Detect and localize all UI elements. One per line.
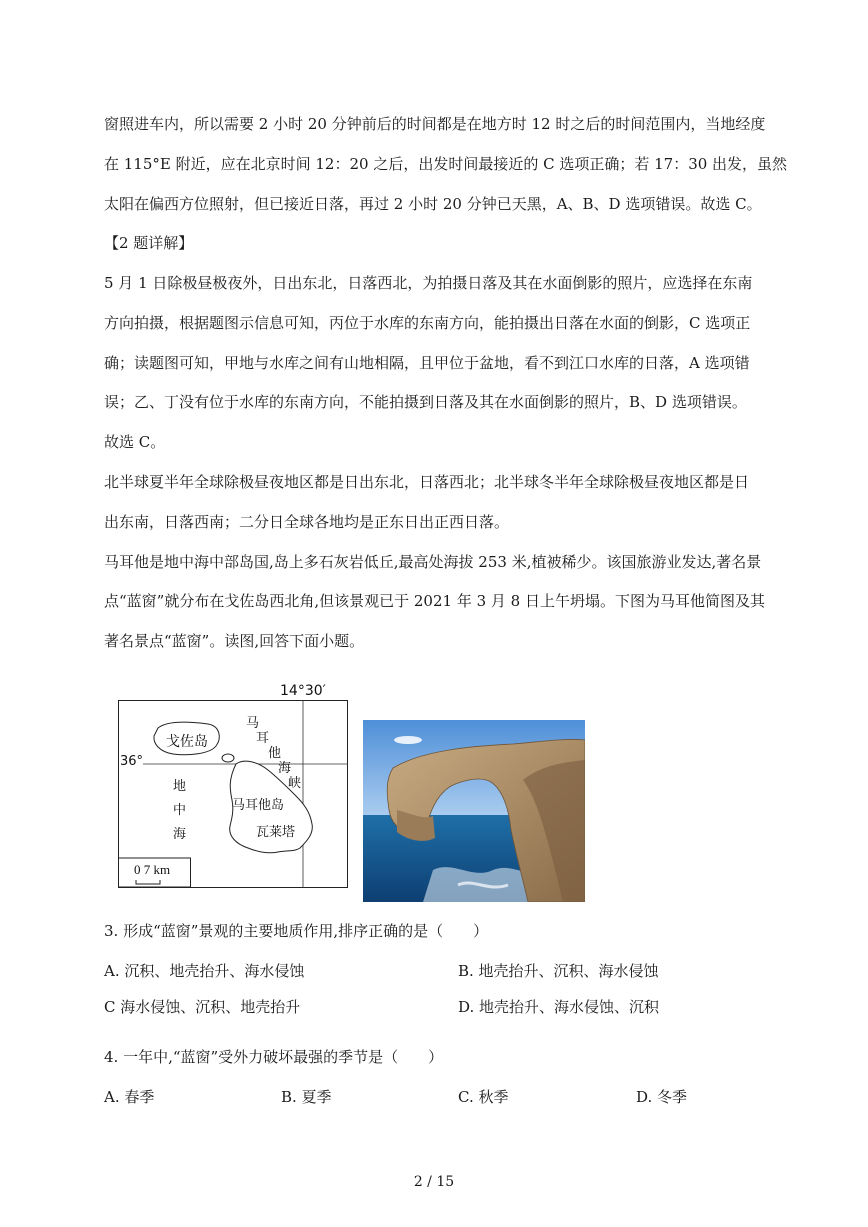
q4-option-b[interactable]: B. 夏季 [281, 1088, 332, 1106]
strait-char: 他 [268, 746, 282, 761]
azure-window-photo [363, 720, 585, 902]
paragraph-line: 马耳他是地中海中部岛国,岛上多石灰岩低丘,最高处海拔 253 米,植被稀少。该国旅游业发达,著名景 [104, 553, 762, 571]
paragraph-line: 误；乙、丁没有位于水库的东南方向，不能拍摄到日落及其在水面倒影的照片，B、D 选项错误。 [104, 393, 747, 411]
q3-option-c[interactable]: C 海水侵蚀、沉积、地壳抬升 [104, 998, 301, 1016]
comino-island-outline [222, 754, 234, 762]
paragraph-line: 方向拍摄，根据题图示信息可知，丙位于水库的东南方向，能拍摄出日落在水面的倒影，C 选项正 [104, 314, 751, 332]
section-heading: 【2 题详解】 [104, 234, 194, 252]
paragraph-line: 故选 C。 [104, 433, 166, 451]
paragraph-line: 点“蓝窗”就分布在戈佐岛西北角,但该景观已于 2021 年 3 月 8 日上午坍塌。下图为马耳他简图及其 [104, 592, 765, 610]
longitude-label: 14°30′ [280, 683, 326, 699]
paragraph-line: 5 月 1 日除极昼极夜外，日出东北，日落西北，为拍摄日落及其在水面倒影的照片，应选择在东南 [104, 274, 753, 292]
page-number: 2 / 15 [413, 1174, 455, 1190]
paragraph-line: 著名景点“蓝窗”。读图,回答下面小题。 [104, 632, 365, 650]
sea-char: 地 [173, 779, 187, 794]
sea-char: 中 [173, 803, 187, 818]
latitude-label: 36° [120, 754, 144, 769]
q3-option-a[interactable]: A. 沉积、地壳抬升、海水侵蚀 [104, 962, 305, 980]
paragraph-line: 在 115°E 附近，应在北京时间 12：20 之后，出发时间最接近的 C 选项正确；若 17：30 出发，虽然 [104, 155, 788, 173]
strait-char: 耳 [256, 731, 270, 746]
question-3-stem: 3. 形成“蓝窗”景观的主要地质作用,排序正确的是（ ） [104, 922, 489, 940]
q4-option-a[interactable]: A. 春季 [104, 1088, 155, 1106]
strait-char: 马 [246, 716, 260, 731]
paragraph-line: 窗照进车内，所以需要 2 小时 20 分钟前后的时间都是在地方时 12 时之后的时间范围内，当地经度 [104, 115, 766, 133]
q4-option-d[interactable]: D. 冬季 [636, 1088, 688, 1106]
sea-char: 海 [173, 827, 187, 842]
malta-map [118, 700, 348, 888]
strait-char: 海 [278, 761, 292, 776]
malta-island-label: 马耳他岛 [232, 798, 285, 813]
q3-option-d[interactable]: D. 地壳抬升、海水侵蚀、沉积 [458, 998, 660, 1016]
paragraph-line: 北半球夏半年全球除极昼夜地区都是日出东北，日落西北；北半球冬半年全球除极昼夜地区都是日 [104, 473, 750, 491]
azure-window-illustration [363, 720, 585, 902]
paragraph-line: 太阳在偏西方位照射，但已接近日落，再过 2 小时 20 分钟已天黑，A、B、D 选项错误。故选 C。 [104, 195, 762, 213]
paragraph-line: 确；读题图可知，甲地与水库之间有山地相隔，且甲位于盆地，看不到江口水库的日落，A 选项错 [104, 354, 750, 372]
q4-option-c[interactable]: C. 秋季 [458, 1088, 509, 1106]
question-4-stem: 4. 一年中,“蓝窗”受外力破坏最强的季节是（ ） [104, 1048, 444, 1066]
valletta-label: 瓦莱塔 [256, 825, 296, 840]
paragraph-line: 出东南，日落西南；二分日全球各地均是正东日出正西日落。 [104, 513, 510, 531]
strait-char: 峡 [288, 776, 302, 791]
q3-option-b[interactable]: B. 地壳抬升、沉积、海水侵蚀 [458, 962, 659, 980]
gozo-label: 戈佐岛 [166, 734, 208, 750]
scale-label: 0 7 km [134, 862, 171, 877]
